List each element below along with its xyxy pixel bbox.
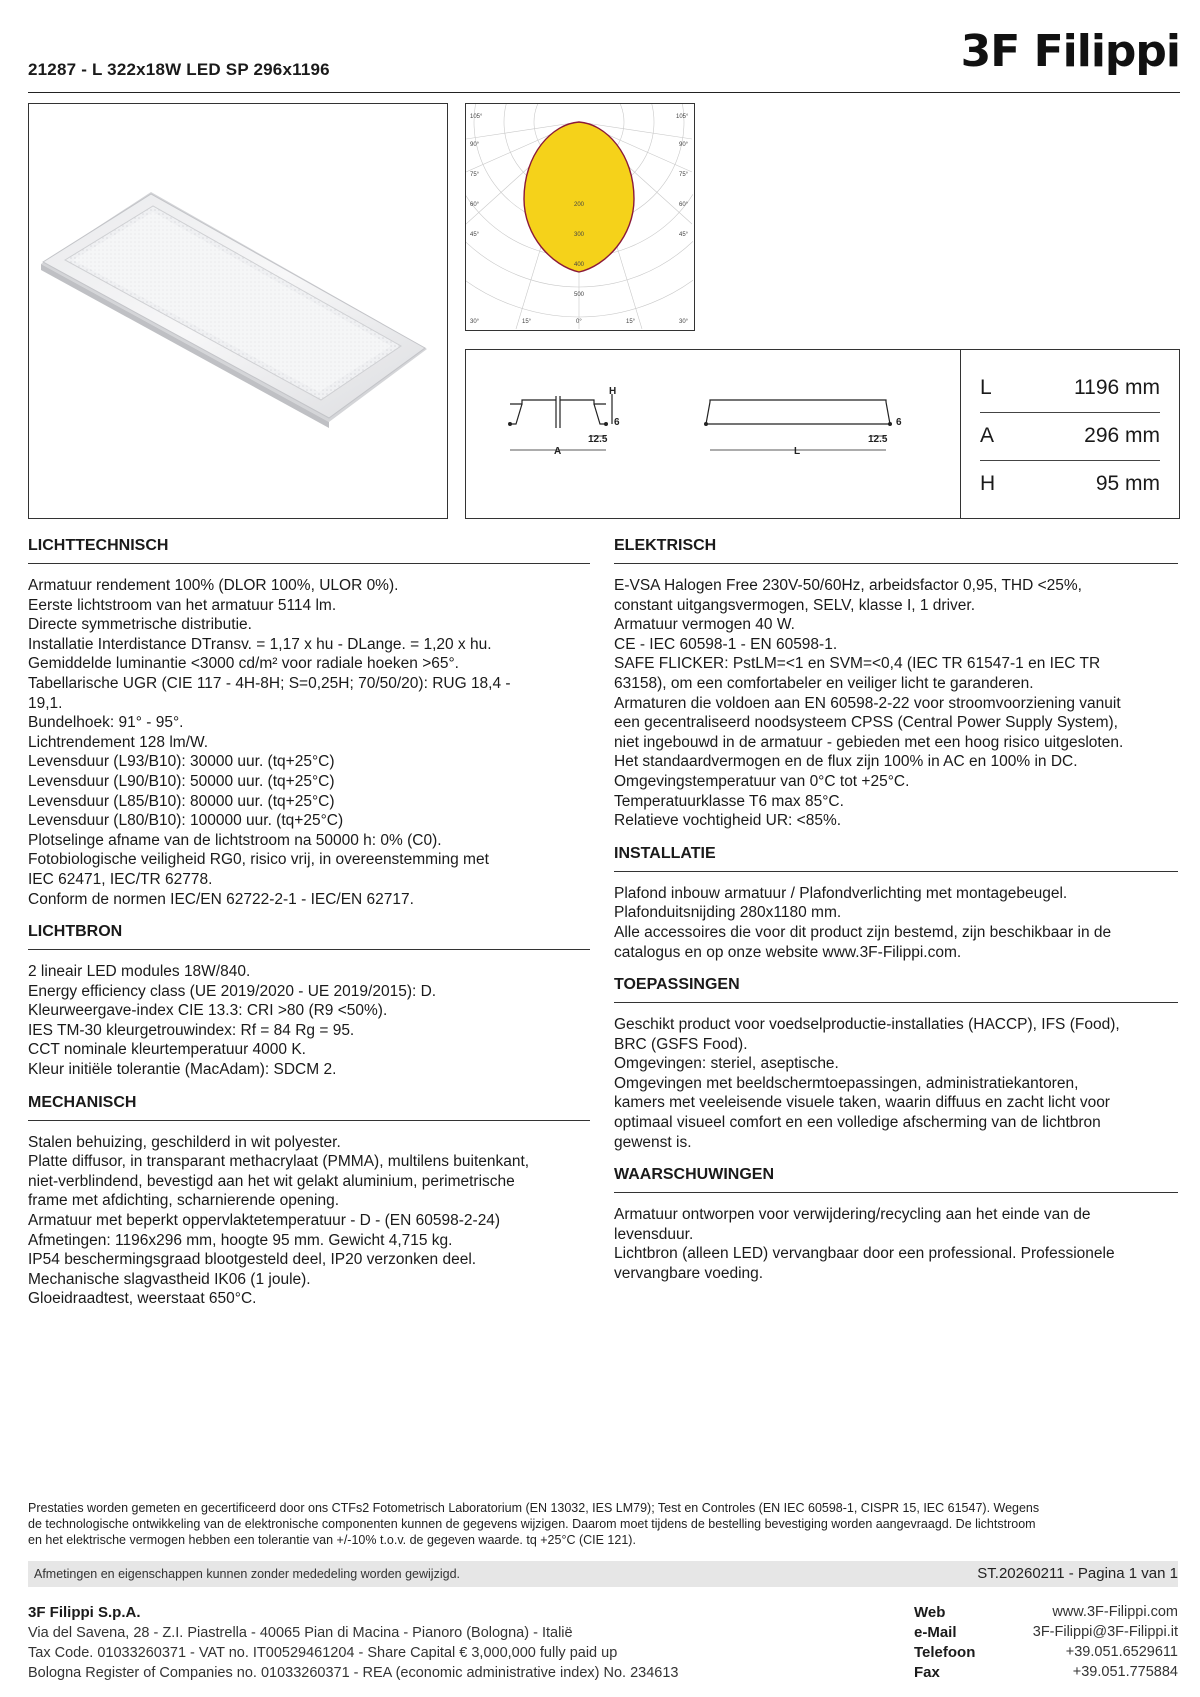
svg-text:60°: 60° [679, 202, 689, 208]
register-line: Bologna Register of Companies no. 01033260371 - REA (economic administrative index) No. 234613 [28, 1665, 679, 1681]
dimension-key: L [980, 376, 992, 399]
body-line: een gecentraliseerd noodsysteem CPSS (Central Power Supply System), [614, 714, 1118, 732]
body-line: Eerste lichtstroom van het armatuur 5114 lm. [28, 596, 337, 614]
contact-label-fax: Fax [914, 1664, 940, 1681]
svg-text:90°: 90° [470, 142, 480, 148]
svg-text:75°: 75° [679, 172, 689, 178]
section-body [614, 884, 1178, 962]
svg-text:500: 500 [574, 292, 585, 298]
section-waarschuwingen [614, 1166, 1178, 1283]
body-line: Armatuur ontworpen voor verwijdering/recycling aan het einde van de [614, 1206, 1091, 1224]
section-lichttechnisch [28, 537, 590, 909]
svg-text:400: 400 [574, 262, 585, 268]
section-heading: INSTALLATIE [614, 845, 1178, 872]
contact-web-link[interactable]: www.3F-Filippi.com [1052, 1604, 1178, 1620]
body-line: Fotobiologische veiligheid RG0, risico vrij, in overeenstemming met [28, 851, 489, 869]
section-lichtbron [28, 923, 590, 1080]
left-column [28, 537, 590, 1323]
svg-text:45°: 45° [679, 232, 689, 238]
dim-thickness-label: 6 [614, 417, 620, 428]
section-heading: TOEPASSINGEN [614, 976, 1178, 1003]
body-line: Geschikt product voor voedselproductie-installaties (HACCP), IFS (Food), [614, 1016, 1120, 1034]
body-line: catalogus en op onze website www.3F-Filippi.com. [614, 943, 962, 961]
body-line: CE - IEC 60598-1 - EN 60598-1. [614, 635, 838, 653]
body-line: Omgevingen: steriel, aseptische. [614, 1055, 839, 1073]
contact-phone: +39.051.6529611 [1065, 1644, 1178, 1660]
angle-label-bottom: 30° [470, 319, 480, 325]
brand-logo: 3F Filippi [960, 26, 1180, 77]
dimension-divider [960, 349, 961, 519]
body-line: Afmetingen: 1196x296 mm, hoogte 95 mm. Gewicht 4,715 kg. [28, 1231, 453, 1249]
body-line: Gloeidraadtest, weerstaat 650°C. [28, 1290, 257, 1308]
body-line: Platte diffusor, in transparant methacrylaat (PMMA), multilens buitenkant, [28, 1153, 530, 1171]
svg-text:60°: 60° [470, 202, 480, 208]
section-installatie [614, 845, 1178, 962]
header-divider [28, 92, 1180, 93]
polar-diagram-svg [466, 104, 693, 329]
svg-text:15°: 15° [626, 319, 636, 325]
body-line: Armatuur rendement 100% (DLOR 100%, ULOR 0%). [28, 577, 399, 594]
right-column [614, 537, 1178, 1298]
body-line: Energy efficiency class (UE 2019/2020 - UE 2019/2015): D. [28, 982, 437, 1000]
body-line: Levensduur (L80/B10): 100000 uur. (tq+25°C) [28, 812, 344, 830]
body-line: Het standaardvermogen en de flux zijn 100% in AC en 100% in DC. [614, 753, 1078, 771]
dimension-drawing [466, 350, 960, 517]
svg-text:0°: 0° [576, 319, 582, 325]
body-line: IES TM-30 kleurgetrouwindex: Rf = 84 Rg = 95. [28, 1021, 355, 1039]
body-line: Tabellarische UGR (CIE 117 - 4H-8H; S=0,25H; 70/50/20): RUG 18,4 - [28, 674, 511, 692]
body-line: Kleur initiële tolerantie (MacAdam): SDCM 2. [28, 1061, 337, 1079]
body-line: BRC (GSFS Food). [614, 1035, 748, 1053]
body-line: niet ingebouwd in de armatuur - gebieden met een hoog risico uitgesloten. [614, 733, 1124, 751]
dim-h-label: H [609, 386, 617, 397]
body-line: Bundelhoek: 91° - 95°. [28, 714, 184, 732]
body-line: Armatuur vermogen 40 W. [614, 616, 795, 634]
contact-label-email: e-Mail [914, 1624, 957, 1641]
svg-text:15°: 15° [522, 319, 532, 325]
contact-label-web: Web [914, 1604, 946, 1621]
footnote [28, 1500, 1178, 1548]
body-line: Conform de normen IEC/EN 62722-2-1 - IEC/EN 62717. [28, 890, 414, 908]
body-line: constant uitgangsvermogen, SELV, klasse I, 1 driver. [614, 596, 976, 614]
dimension-value: 1196 mm [1074, 376, 1160, 399]
section-elektrisch [614, 537, 1178, 831]
dim-offset-label: 12.5 [588, 434, 608, 445]
contact-label-phone: Telefoon [914, 1644, 976, 1661]
dim-l-label: L [794, 446, 801, 457]
body-line: levensduur. [614, 1225, 694, 1243]
body-line: 19,1. [28, 694, 63, 712]
dim-side-offset-label: 12.5 [868, 434, 888, 445]
body-line: Gemiddelde luminantie <3000 cd/m² voor radiale hoeken >65°. [28, 655, 459, 673]
body-line: Omgevingstemperatuur van 0°C tot +25°C. [614, 772, 910, 790]
body-line: frame met afdichting, scharnierende opening. [28, 1192, 340, 1210]
body-line: 2 lineair LED modules 18W/840. [28, 963, 251, 981]
section-body [614, 1205, 1178, 1283]
svg-text:300: 300 [574, 232, 585, 238]
contact-fax: +39.051.775884 [1072, 1664, 1178, 1680]
body-line: Lichtrendement 128 lm/W. [28, 733, 209, 751]
body-line: Directe symmetrische distributie. [28, 616, 252, 634]
svg-text:90°: 90° [679, 142, 689, 148]
section-heading: LICHTTECHNISCH [28, 537, 590, 564]
section-body [28, 576, 590, 909]
dim-side-thickness-label: 6 [896, 417, 902, 428]
dimension-value: 95 mm [1095, 472, 1160, 495]
section-body [28, 1133, 590, 1309]
body-line: Mechanische slagvastheid IK06 (1 joule). [28, 1270, 311, 1288]
body-line: SAFE FLICKER: PstLM=<1 en SVM=<0,4 (IEC TR 61547-1 en IEC TR [614, 655, 1101, 673]
body-line: IP54 beschermingsgraad blootgesteld deel, IP20 verzonken deel. [28, 1251, 477, 1269]
section-heading: WAARSCHUWINGEN [614, 1166, 1178, 1193]
section-mechanisch [28, 1094, 590, 1309]
section-body [614, 576, 1178, 831]
company-name: 3F Filippi S.p.A. [28, 1604, 141, 1621]
body-line: Levensduur (L90/B10): 50000 uur. (tq+25°C) [28, 772, 335, 790]
polar-photometric-diagram [465, 103, 695, 331]
section-body [614, 1015, 1178, 1152]
footnote-line: Prestaties worden gemeten en gecertificeerd door ons CTFs2 Fotometrisch Laboratorium (EN 13032, IES LM79); Test en Controles (EN IEC 60598-1, CISPR 15, IEC 61547). Wegens [28, 1501, 1040, 1515]
section-heading: LICHTBRON [28, 923, 590, 950]
body-line: Plafonduitsnijding 280x1180 mm. [614, 904, 842, 922]
dimension-key: A [980, 424, 995, 447]
dimension-panel [465, 349, 1180, 519]
body-line: optimaal visueel comfort en een volledige afscherming van de lichtbron [614, 1114, 1101, 1132]
body-line: Kleurweergave-index CIE 13.3: CRI >80 (R9 <50%). [28, 1002, 388, 1020]
dimension-value: 296 mm [1084, 424, 1160, 447]
footnote-line: en het elektrische vermogen hebben een tolerantie van +/-10% t.o.v. de gegeven waarde. tq +25°C (CIE 121). [28, 1533, 636, 1547]
product-photo [28, 103, 448, 519]
section-body [28, 962, 590, 1080]
body-line: Stalen behuizing, geschilderd in wit polyester. [28, 1133, 341, 1151]
dimension-rule [980, 460, 1160, 461]
product-title: 21287 - L 322x18W LED SP 296x1196 [28, 60, 330, 79]
body-line: gewenst is. [614, 1133, 692, 1151]
angle-label-right: 105° [676, 114, 689, 120]
document-code: ST.20260211 - Pagina 1 van 1 [977, 1565, 1178, 1582]
body-line: Temperatuurklasse T6 max 85°C. [614, 792, 844, 810]
dimension-key: H [980, 472, 996, 495]
body-line: Plafond inbouw armatuur / Plafondverlichting met montagebeugel. [614, 884, 1068, 902]
body-line: vervangbare voeding. [614, 1265, 764, 1283]
body-line: 63158), om een comfortabeler en veiliger licht te garanderen. [614, 674, 1034, 692]
body-line: E-VSA Halogen Free 230V-50/60Hz, arbeidsfactor 0,95, THD <25%, [614, 577, 1082, 594]
body-line: Levensduur (L85/B10): 80000 uur. (tq+25°C) [28, 792, 335, 810]
section-heading: ELEKTRISCH [614, 537, 1178, 564]
body-line: Plotselinge afname van de lichtstroom na 50000 h: 0% (C0). [28, 831, 442, 849]
body-line: Armaturen die voldoen aan EN 60598-2-22 voor stroomvoorziening vanuit [614, 694, 1121, 712]
contact-email-link[interactable]: 3F-Filippi@3F-Filippi.it [1032, 1624, 1178, 1640]
footnote-line: de technologische ontwikkeling van de elektronische componenten kunnen de gegevens wijzigen. Daarom moet tijdens de bestelling bevestiging worden aangevraagd. De lichtstroom [28, 1517, 1036, 1531]
dimension-rule [980, 412, 1160, 413]
body-line: Levensduur (L93/B10): 30000 uur. (tq+25°C) [28, 753, 335, 771]
svg-text:75°: 75° [470, 172, 480, 178]
body-line: CCT nominale kleurtemperatuur 4000 K. [28, 1041, 306, 1059]
body-line: Armatuur met beperkt oppervlaktetemperatuur - D - (EN 60598-2-24) [28, 1212, 501, 1230]
body-line: Relatieve vochtigheid UR: <85%. [614, 812, 842, 830]
body-line: Omgevingen met beeldschermtoepassingen, administratiekantoren, [614, 1074, 1079, 1092]
body-line: Alle accessoires die voor dit product zijn bestemd, zijn beschikbaar in de [614, 923, 1112, 941]
radial-value: 200 [574, 202, 585, 208]
svg-text:30°: 30° [679, 319, 689, 325]
body-line: kamers met veeleisende visuele taken, waarin diffuus en zacht licht voor [614, 1094, 1110, 1112]
address-line: Via del Savena, 28 - Z.I. Piastrella - 40065 Pian di Macina - Pianoro (Bologna) - Italië [28, 1625, 573, 1641]
body-line: Installatie Interdistance DTransv. = 1,17 x hu - DLange. = 1,20 x hu. [28, 635, 492, 653]
angle-label-left: 105° [470, 114, 483, 120]
tax-line: Tax Code. 01033260371 - VAT no. IT00529461204 - Share Capital € 3,000,000 fully paid up [28, 1645, 618, 1661]
body-line: Lichtbron (alleen LED) vervangbaar door een professional. Professionele [614, 1245, 1115, 1263]
body-line: niet-verblindend, bevestigd aan het wit gelakt aluminium, perimetrische [28, 1172, 515, 1190]
section-toepassingen [614, 976, 1178, 1152]
section-heading: MECHANISCH [28, 1094, 590, 1121]
disclaimer-text: Afmetingen en eigenschappen kunnen zonder mededeling worden gewijzigd. [34, 1567, 460, 1581]
luminaire-illustration [29, 104, 446, 517]
body-line: IEC 62471, IEC/TR 62778. [28, 870, 213, 888]
dim-a-label: A [554, 446, 562, 457]
svg-text:45°: 45° [470, 232, 480, 238]
